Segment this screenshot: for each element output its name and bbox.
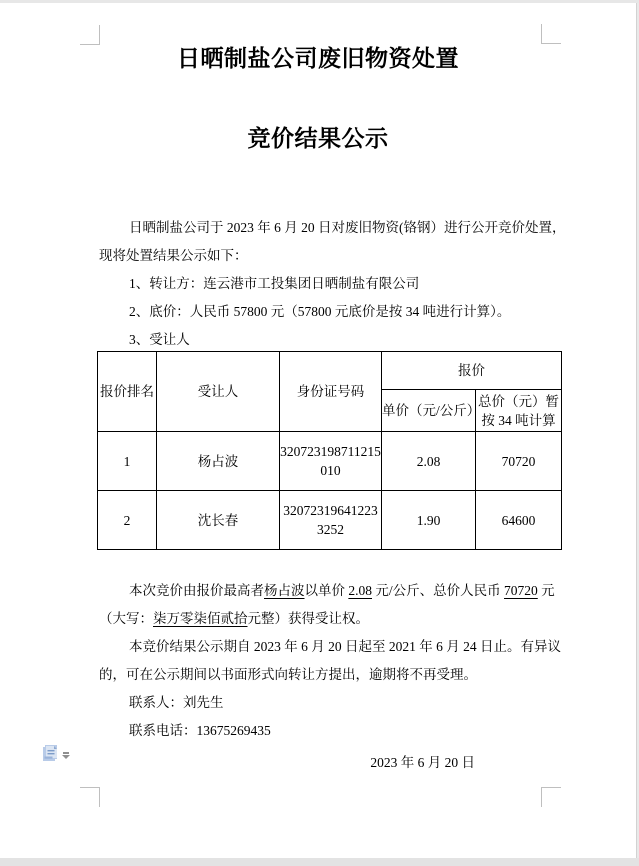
winner-name-underlined: 杨占波 (264, 583, 305, 598)
contact-phone: 联系电话：13675269435 (129, 723, 271, 738)
cell-rank: 1 (98, 432, 157, 491)
margin-crop-mark-bottom-left (80, 787, 100, 807)
col-header-id-number: 身份证号码 (280, 352, 382, 432)
cell-total-price: 64600 (476, 491, 562, 550)
cell-unit-price: 2.08 (382, 432, 476, 491)
col-header-transferee: 受让人 (157, 352, 280, 432)
paste-clipboard-glyph (43, 745, 59, 762)
result-line-2: （大写：柒万零柒佰贰拾元整）获得受让权。 (99, 611, 369, 626)
bid-results-table (97, 351, 562, 550)
margin-crop-mark-top-right (541, 24, 561, 44)
closing-paragraphs (99, 577, 559, 777)
table-row (98, 491, 562, 550)
result-line-1: 本次竞价由报价最高者杨占波以单价 2.08 元/公斤、总价人民币 70720 元 (129, 583, 555, 598)
list-item-transferee: 3、受让人 (129, 332, 190, 347)
intro-paragraphs (99, 214, 566, 354)
col-header-total-price: 总价（元）暂按 34 吨计算 (476, 390, 562, 432)
document-page (0, 3, 637, 858)
document-title: 日晒制盐公司废旧物资处置 (177, 46, 459, 71)
list-item-base-price: 2、底价：人民币 57800 元（57800 元底价是按 34 吨进行计算）。 (129, 304, 511, 319)
paste-options-icon[interactable] (43, 745, 73, 763)
intro-line-1: 日晒制盐公司于 2023 年 6 月 20 日对废旧物资(铬钢）进行公开竞价处置， (129, 220, 566, 235)
notice-line-1: 本竞价结果公示期自 2023 年 6 月 20 日起至 2021 年 6 月 24 日止。有异议 (129, 639, 561, 654)
signature-date: 2023 年 6 月 20 日 (370, 755, 475, 770)
cell-name: 杨占波 (157, 432, 280, 491)
paste-options-dropdown-icon[interactable] (62, 752, 70, 759)
winning-unit-price-underlined: 2.08 (348, 583, 372, 598)
cell-id-number: 320723198711215010 (280, 432, 382, 491)
list-item-transferor: 1、转让方：连云港市工投集团日晒制盐有限公司 (129, 276, 420, 291)
winning-total-price-underlined: 70720 (504, 583, 538, 598)
col-header-rank: 报价排名 (98, 352, 157, 432)
amount-in-words-underlined: 柒万零柒佰贰拾 (153, 611, 248, 626)
cell-name: 沈长春 (157, 491, 280, 550)
margin-crop-mark-top-left (80, 25, 100, 45)
cell-id-number: 320723196412233252 (280, 491, 382, 550)
cell-rank: 2 (98, 491, 157, 550)
col-header-unit-price: 单价（元/公斤） (382, 390, 476, 432)
col-header-quote-group: 报价 (382, 352, 562, 390)
cell-total-price: 70720 (476, 432, 562, 491)
contact-person: 联系人：刘先生 (129, 695, 224, 710)
cell-unit-price: 1.90 (382, 491, 476, 550)
notice-line-2: 的，可在公示期间以书面形式向转让方提出，逾期将不再受理。 (99, 667, 477, 682)
table-row (98, 432, 562, 491)
canvas-bottom-gutter (0, 858, 639, 866)
margin-crop-mark-bottom-right (541, 787, 561, 807)
intro-line-2: 现将处置结果公示如下： (99, 248, 248, 263)
document-subtitle: 竞价结果公示 (247, 126, 389, 151)
